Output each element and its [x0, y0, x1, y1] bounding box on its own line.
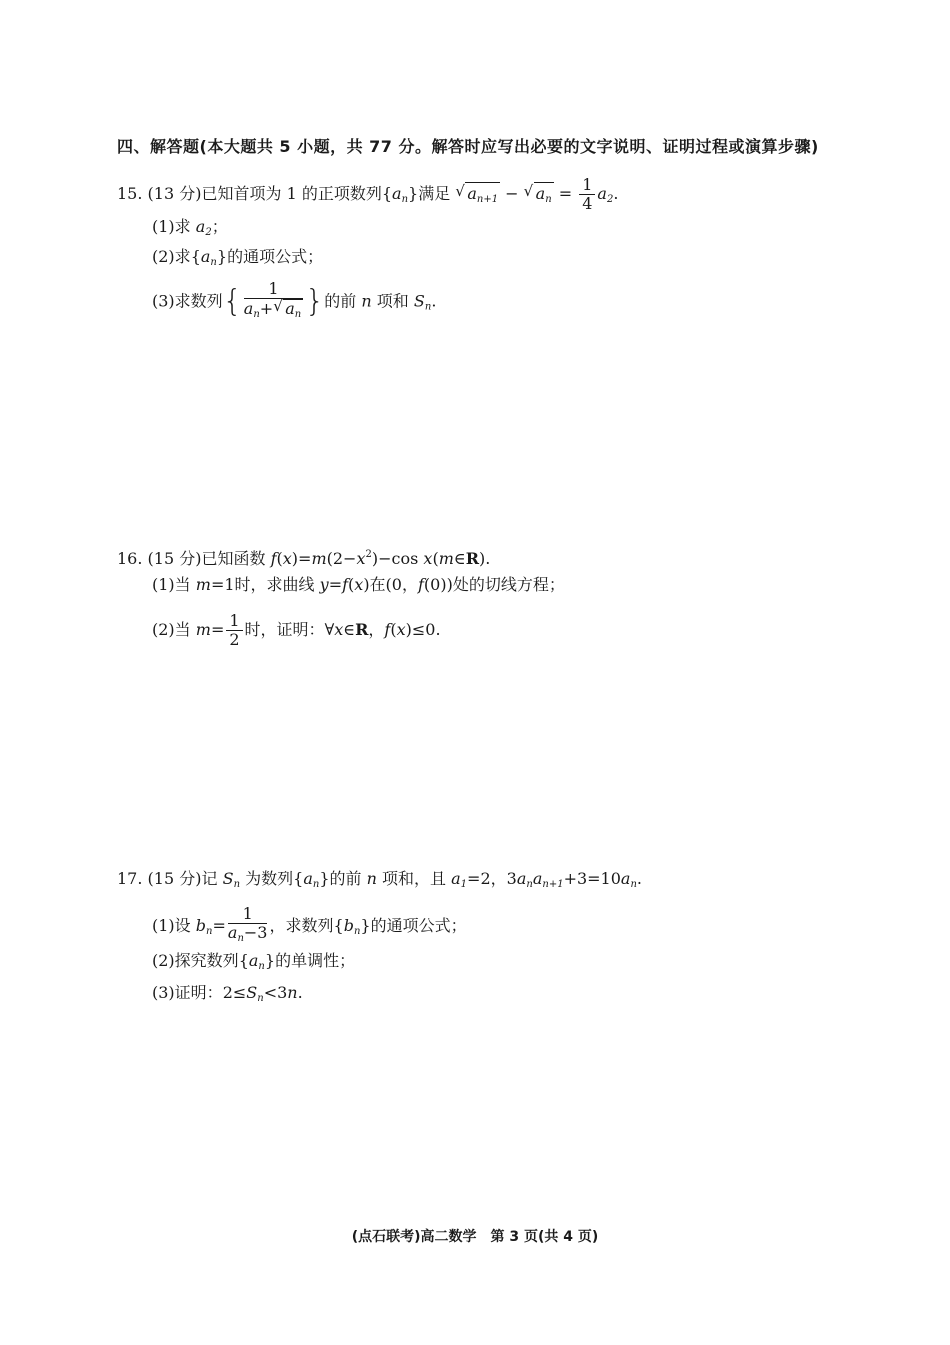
q16-part2: (2)当 m= $\frac{1}{2}$ 时，证明：∀x∈R，f(x)≤0.	[152, 611, 441, 649]
q15-stem-text: 已知首项为 1 的正项数列	[201, 184, 382, 203]
q15-part3-tail2: 项和	[376, 291, 409, 311]
q16-stem: 16. (15 分)已知函数 $f(x)=m(2-x^2)-\cos$ x(m∈R).	[117, 549, 491, 568]
q16-stem-text: 已知函数	[201, 549, 266, 568]
q15-fraction: $\frac{1}{4}$	[579, 176, 595, 213]
q15-points: (13 分)	[147, 184, 202, 203]
q16-part1-tail: 处的切线方程；	[452, 575, 565, 594]
q15-part3-fraction: $\frac{1}{a_n+√ a_n}$	[244, 280, 303, 324]
q17-stem-text: 记	[201, 869, 218, 888]
q15-number: 15.	[117, 184, 143, 203]
q15-sqrt-2: √ $a_n$	[534, 182, 554, 211]
q17-part1-mid: ，求数列	[269, 916, 334, 935]
q15-part3-text: 求数列	[174, 291, 223, 311]
q16-points: (15 分)	[147, 549, 202, 568]
q16-part1: (1)当 m=1时，求曲线 y=f(x)在(0，f(0))处的切线方程；	[152, 575, 565, 594]
q17-part1: (1)设 $b_n=$ $\frac{1}{a_n-3}$ ，求数列$\{b_n\}$的通项公式；	[152, 905, 467, 948]
q17-fraction: $\frac{1}{a_n-3}$	[227, 904, 268, 944]
q15-part2-tail: 的通项公式；	[227, 247, 324, 266]
q16-number: 16.	[117, 549, 143, 568]
q15-sqrt-1: √ $a_{n+1}$	[465, 182, 500, 211]
q16-part1-label: (1)	[152, 575, 175, 594]
q17-part2: (2)探究数列$\{a_n\}$的单调性；	[152, 951, 356, 972]
q15-stem: 15. (13 分)已知首项为 1 的正项数列$\{a_n\}$满足 √ $a_{n+1}$ − √ $a_n$ = $\frac{1}{4}$ $a_2$.	[117, 176, 618, 213]
q17-stem: 17. (15 分)记 $S_n$ 为数列$\{a_n\}$的前 n 项和，且 $a_1=2$，$3a_na_{n+1}+3=10a_n$.	[117, 869, 643, 890]
q16-part1-text: 当	[174, 575, 191, 594]
q15-part3-tail: 的前	[324, 291, 357, 311]
q16-fraction: $\frac{1}{2}$	[226, 612, 242, 649]
q17-stem-mid2: 的前	[329, 869, 362, 888]
q15-part3-label: (3)	[152, 291, 175, 311]
q17-part2-label: (2)	[152, 951, 175, 970]
q17-part3-text: 证明：	[174, 983, 223, 1002]
section-header: 四、解答题(本大题共 5 小题，共 77 分。解答时应写出必要的文字说明、证明过程或演算步骤)	[117, 137, 819, 156]
q16-part2-text: 当	[174, 620, 191, 639]
q17-part1-label: (1)	[152, 916, 175, 935]
q16-part2-mid: 时，证明：	[244, 620, 325, 639]
q15-part2: (2)求$\{a_n\}$的通项公式；	[152, 247, 324, 268]
q17-part2-tail: 的单调性；	[275, 951, 356, 970]
q15-part3: (3)求数列{ $\frac{1}{a_n+√ a_n}$ }的前 n 项和 $S_n$.	[152, 280, 436, 324]
q15-part2-label: (2)	[152, 247, 175, 266]
page-footer: (点石联考)高二数学 第 3 页(共 4 页)	[351, 1229, 599, 1245]
q17-part2-text: 探究数列	[174, 951, 239, 970]
q17-part3-label: (3)	[152, 983, 175, 1002]
q17-part1-tail: 的通项公式；	[370, 916, 467, 935]
q15-stem-cond: 满足	[418, 184, 451, 203]
q15-part1-label: (1)	[152, 217, 175, 236]
q17-part3: (3)证明：$2\le S_n<3n$.	[152, 983, 303, 1004]
q15-part1: (1)求 $a_2$；	[152, 217, 228, 238]
q15-part1-text: 求	[174, 217, 191, 236]
q17-stem-mid3: 项和，且	[382, 869, 447, 888]
q17-number: 17.	[117, 869, 143, 888]
q17-stem-mid: 为数列	[245, 869, 294, 888]
q15-part2-text: 求	[174, 247, 191, 266]
q17-points: (15 分)	[147, 869, 202, 888]
q16-part2-label: (2)	[152, 620, 175, 639]
q17-part1-text: 设	[174, 916, 191, 935]
q16-part1-mid: 时，求曲线	[234, 575, 315, 594]
